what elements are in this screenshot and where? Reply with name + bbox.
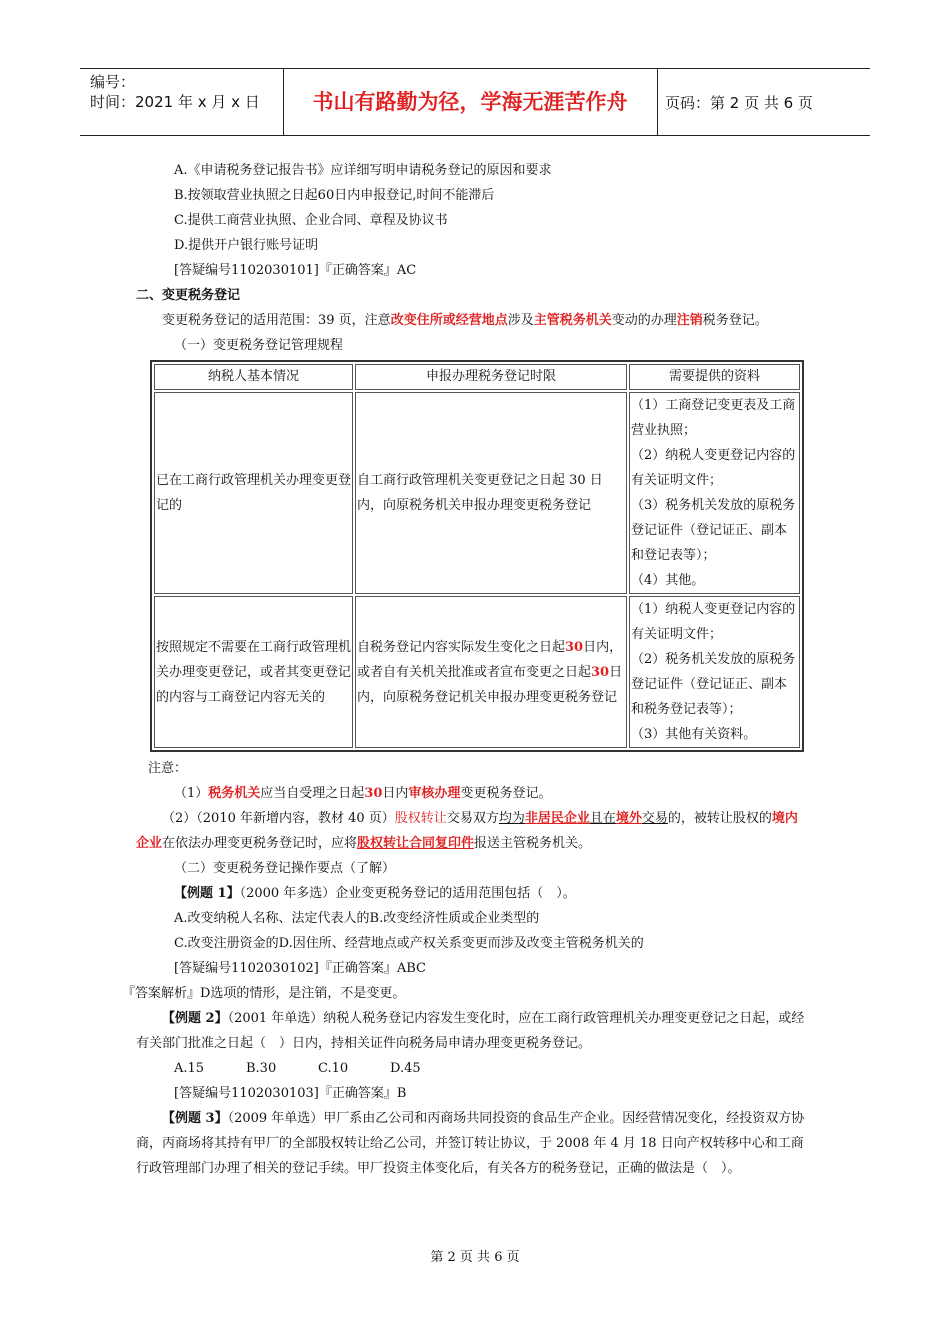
- highlight: 注销: [676, 313, 703, 328]
- answer-analysis: 『答案解析』D选项的情形，是注销，不是变更。: [122, 986, 406, 1001]
- text: （2009 年单选）甲厂系由乙公司和丙商场共同投资的食品生产企业。因经营情况变化，经投资双方协商，丙商场将其持有甲厂的全部股权转让给乙公司，并签订转让协议，于 2008 年 4 月 18 日向产权转移中心和工商行政管理部门办理了相关的登记手续。甲厂投资主体变化后，有关各方的税务登记，正确的做法是（ ）。: [136, 1111, 805, 1176]
- text: 的，被转让股权的: [667, 811, 772, 826]
- note-1: [148, 781, 808, 806]
- highlight: 税务机关: [208, 786, 261, 801]
- example-label: 【例题 2】: [162, 1011, 228, 1026]
- page-footer: 第 2 页 共 6 页: [430, 1250, 520, 1265]
- text: 交易: [641, 811, 668, 826]
- highlight: 改变住所或经营地点: [390, 313, 508, 328]
- table-cell: 自工商行政管理机关变更登记之日起 30 日内，向原税务机关申报办理变更税务登记: [355, 392, 627, 594]
- highlight: 主管税务机关: [533, 313, 612, 328]
- text: 均为: [498, 811, 525, 826]
- option: B.30: [246, 1061, 277, 1076]
- material-item: （2）税务机关发放的原税务登记证件（登记证正、副本和税务登记表等）；: [631, 652, 796, 717]
- answer-line: [答疑编号1102030102]『正确答案』ABC: [174, 961, 426, 976]
- table-cell: [629, 392, 800, 594]
- material-item: （4）其他。: [631, 573, 705, 588]
- option-c: C.提供工商营业执照、企业合同、章程及协议书: [174, 213, 448, 228]
- header-page-number: 页码：第 2 页 共 6 页: [665, 94, 813, 112]
- text: 变更税务登记的适用范围：39 页，注意: [162, 313, 391, 328]
- material-item: （3）税务机关发放的原税务登记证件（登记证正、副本和登记表等）；: [631, 498, 796, 563]
- example-2: [136, 1006, 808, 1056]
- highlight: 30: [591, 664, 610, 680]
- text: 变动的办理: [611, 313, 677, 328]
- answer-line: [答疑编号1102030101]『正确答案』AC: [174, 263, 417, 278]
- material-item: （1）工商登记变更表及工商营业执照；: [631, 398, 796, 438]
- material-item: （3）其他有关资料。: [631, 727, 757, 742]
- text: 税务登记。: [702, 313, 768, 328]
- example-label: 【例题 1】: [174, 886, 240, 901]
- header-number: 编号：: [90, 73, 136, 91]
- highlight: 境外: [615, 811, 642, 826]
- text: 应当自受理之日起: [260, 786, 365, 801]
- document-body: [122, 158, 808, 1181]
- option: D.45: [390, 1061, 421, 1076]
- example-1-options: C.改变注册资金的D.因住所、经营地点或产权关系变更而涉及改变主管税务机关的: [174, 936, 644, 951]
- section-heading: 二、变更税务登记: [136, 288, 241, 303]
- example-3: [136, 1106, 808, 1181]
- table-header: 申报办理税务登记时限: [355, 364, 627, 390]
- highlight: 股权转让合同复印件: [357, 836, 475, 851]
- table-header: 纳税人基本情况: [154, 364, 353, 390]
- text: 自税务登记内容实际发生变化之日起: [357, 639, 566, 655]
- text: 变更税务登记。: [460, 786, 552, 801]
- table-cell: [355, 596, 627, 748]
- text: 日内，向原税务登记机关申报办理变更税务登记: [357, 664, 623, 705]
- header-divider: [657, 68, 658, 136]
- text: 且在: [589, 811, 616, 826]
- note-title: 注意：: [148, 761, 188, 776]
- header-motto: 书山有路勤为径，学海无涯苦作舟: [312, 90, 628, 114]
- subsection-heading: （一）变更税务登记管理规程: [174, 338, 344, 353]
- highlight: 审核办理: [408, 786, 461, 801]
- example-1-options: A.改变纳税人名称、法定代表人的B.改变经济性质或企业类型的: [174, 911, 540, 926]
- option: C.10: [318, 1061, 349, 1076]
- note-2: [136, 806, 808, 856]
- table-cell: 已在工商行政管理机关办理变更登记的: [154, 392, 353, 594]
- answer-line: [答疑编号1102030103]『正确答案』B: [174, 1086, 407, 1101]
- highlight: 非居民企业: [524, 811, 590, 826]
- text: （2）（2010 年新增内容，教材 40 页）: [162, 811, 395, 826]
- highlight: 境内企业: [136, 811, 798, 851]
- text: 在依法办理变更税务登记时，应将: [162, 836, 358, 851]
- table-row: [154, 392, 800, 594]
- highlight: 30: [364, 786, 383, 801]
- page-header: [80, 68, 870, 136]
- highlight: 股权转让: [394, 811, 447, 826]
- option-b: B.按领取营业执照之日起60日内申报登记,时间不能滞后: [174, 188, 495, 203]
- header-meta: [90, 72, 260, 112]
- scope-paragraph: [136, 308, 808, 333]
- header-date: 时间：2021 年 x 月 x 日: [90, 93, 260, 111]
- option-a: A.《申请税务登记报告书》应详细写明申请税务登记的原因和要求: [174, 163, 552, 178]
- table-cell: [629, 596, 800, 748]
- example-1: [148, 881, 808, 906]
- option: A.15: [174, 1061, 205, 1076]
- example-label: 【例题 3】: [162, 1111, 228, 1126]
- text: 涉及: [507, 313, 534, 328]
- option-d: D.提供开户银行账号证明: [174, 238, 319, 253]
- text: 交易双方: [446, 811, 499, 826]
- example-2-options: [148, 1056, 808, 1081]
- text: 日内，或者自有关机关批准或者宣布变更之日起: [357, 639, 623, 680]
- text: （2001 年单选）纳税人税务登记内容发生变化时，应在工商行政管理机关办理变更登记之日起，或经有关部门批准之日起（ ）日内，持相关证件向税务局申请办理变更税务登记。: [136, 1011, 805, 1051]
- material-item: （2）纳税人变更登记内容的有关证明文件；: [631, 448, 796, 488]
- procedure-table: [150, 360, 804, 752]
- subsection-heading: （二）变更税务登记操作要点（了解）: [174, 861, 396, 876]
- text: 日内: [382, 786, 409, 801]
- text: 报送主管税务机关。: [474, 836, 592, 851]
- highlight: 30: [565, 639, 584, 655]
- table-cell: 按照规定不需要在工商行政管理机关办理变更登记，或者其变更登记的内容与工商登记内容无关的: [154, 596, 353, 748]
- material-item: （1）纳税人变更登记内容的有关证明文件；: [631, 602, 796, 642]
- text: （2000 年多选）企业变更税务登记的适用范围包括（ ）。: [239, 886, 576, 901]
- text: （1）: [174, 786, 209, 801]
- table-header: 需要提供的资料: [629, 364, 800, 390]
- table-row: [154, 596, 800, 748]
